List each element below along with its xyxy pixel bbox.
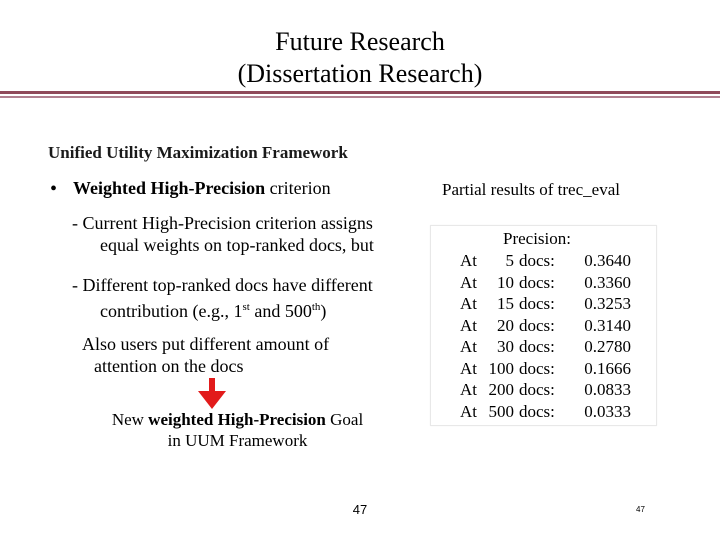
goal-line1 xyxy=(85,409,390,430)
precision-cell-docs: docs: xyxy=(519,358,555,378)
precision-cell-val: 0.1666 xyxy=(584,358,631,378)
precision-cell-val: 0.3253 xyxy=(584,294,631,313)
page-number-small: 47 xyxy=(636,505,645,514)
goal-line2: in UUM Framework xyxy=(167,431,308,450)
also-note xyxy=(82,333,329,377)
sub-point-2-line1: - Different top-ranked docs have different xyxy=(72,275,373,295)
precision-cell-n: 500 xyxy=(488,401,514,421)
precision-cell-n: 20 xyxy=(497,315,514,335)
sub-point-2-mid: and 500 xyxy=(249,301,312,321)
precision-row xyxy=(460,336,631,358)
precision-cell-val: 0.2780 xyxy=(584,337,631,356)
precision-cell-docs: docs: xyxy=(519,272,555,292)
precision-row xyxy=(460,272,631,294)
precision-cell-docs: docs: xyxy=(519,337,555,356)
also-note-line2: attention on the docs xyxy=(94,356,244,376)
sub-point-2-prefix: contribution (e.g., 1 xyxy=(100,301,243,321)
sup-st: st xyxy=(242,301,250,313)
precision-heading: Precision: xyxy=(503,229,571,248)
precision-cell-val: 0.3640 xyxy=(584,251,631,270)
sub-point-1-line1: - Current High-Precision criterion assigns xyxy=(72,213,373,233)
also-note-line1: Also users put different amount of xyxy=(82,334,330,354)
precision-row xyxy=(460,250,631,272)
sub-point-1 xyxy=(72,212,374,256)
precision-cell-n: 200 xyxy=(488,380,514,399)
precision-cell-n: 15 xyxy=(497,294,514,313)
sub-point-1-line2: equal weights on top-ranked docs, but xyxy=(100,235,374,255)
down-arrow-icon xyxy=(195,378,229,410)
slide-title-line2: (Dissertation Research) xyxy=(237,59,483,88)
precision-cell-n: 10 xyxy=(497,272,514,292)
precision-cell-val: 0.3360 xyxy=(584,272,631,292)
precision-row xyxy=(460,401,631,423)
precision-cell-val: 0.0333 xyxy=(584,401,631,421)
goal-suffix: Goal xyxy=(325,410,364,429)
sup-th: th xyxy=(311,301,321,313)
goal-bold: weighted High-Precision xyxy=(148,410,326,429)
goal-prefix: New xyxy=(111,410,149,429)
precision-cell-at: At xyxy=(460,380,477,399)
precision-cell-docs: docs: xyxy=(519,401,555,421)
title-divider-top xyxy=(0,91,720,94)
bullet-item xyxy=(73,178,331,199)
precision-cell-at: At xyxy=(460,272,477,292)
precision-row xyxy=(460,315,631,337)
precision-cell-val: 0.3140 xyxy=(584,315,631,335)
partial-results-label: Partial results of trec_eval xyxy=(442,180,620,199)
precision-cell-val: 0.0833 xyxy=(584,380,631,399)
sub-point-2-suffix: ) xyxy=(320,301,327,321)
precision-cell-docs: docs: xyxy=(519,294,555,313)
precision-cell-at: At xyxy=(460,251,477,270)
precision-cell-docs: docs: xyxy=(519,380,555,399)
framework-heading: Unified Utility Maximization Framework xyxy=(48,143,348,162)
bullet-bold-text: Weighted High-Precision xyxy=(73,178,266,198)
precision-cell-n: 100 xyxy=(488,358,514,378)
precision-row xyxy=(460,379,631,401)
title-divider-bottom xyxy=(0,96,720,98)
precision-table xyxy=(460,250,631,422)
precision-cell-at: At xyxy=(460,337,477,356)
precision-cell-at: At xyxy=(460,294,477,313)
precision-cell-at: At xyxy=(460,401,477,421)
page-number: 47 xyxy=(352,502,368,517)
precision-cell-docs: docs: xyxy=(519,251,555,270)
sub-point-2 xyxy=(72,274,373,322)
bullet-rest-text: criterion xyxy=(265,178,331,198)
precision-cell-at: At xyxy=(460,315,477,335)
sub-point-2-line2 xyxy=(72,296,373,322)
goal-text xyxy=(85,409,390,451)
precision-cell-at: At xyxy=(460,358,477,378)
precision-row xyxy=(460,358,631,380)
precision-cell-n: 30 xyxy=(497,337,514,356)
bullet-icon: • xyxy=(50,178,58,200)
precision-cell-n: 5 xyxy=(505,251,514,270)
precision-cell-docs: docs: xyxy=(519,315,555,335)
precision-row xyxy=(460,293,631,315)
slide-title-line1: Future Research xyxy=(275,27,445,56)
